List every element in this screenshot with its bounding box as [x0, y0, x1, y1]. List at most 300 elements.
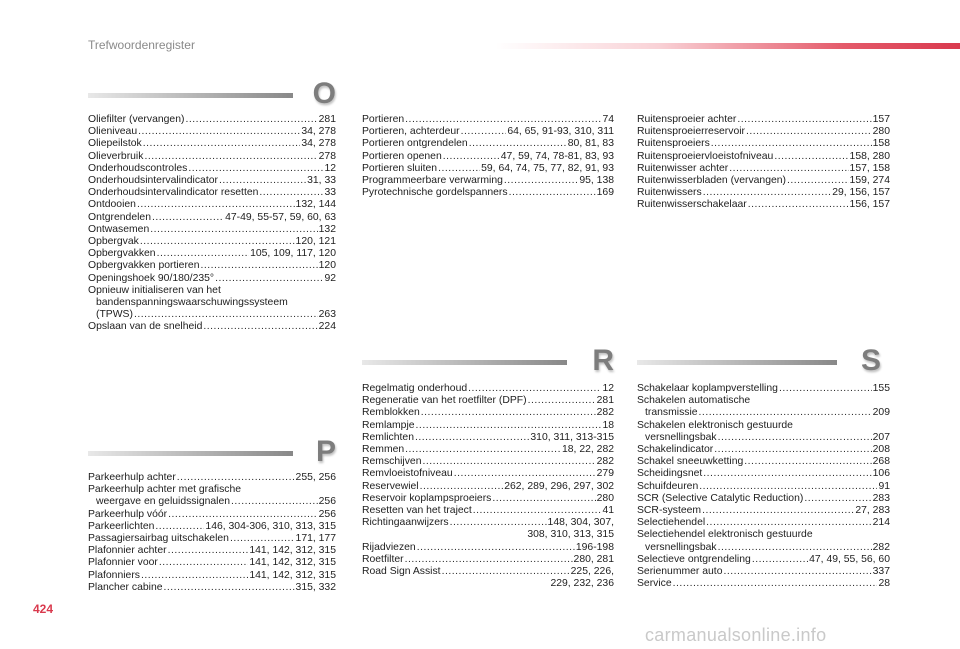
dot-leader	[422, 456, 595, 468]
index-entry	[637, 175, 890, 187]
index-entry-term: Richtingaanwijzers	[362, 517, 449, 529]
index-entry-pages: 255, 256	[295, 472, 336, 483]
index-entry	[637, 566, 890, 578]
index-list-o	[88, 114, 336, 334]
section-head-p	[88, 435, 336, 470]
index-entry	[637, 126, 890, 138]
index-entry-pages: 47, 59, 74, 78-81, 83, 93	[500, 150, 614, 162]
index-list-s	[637, 383, 890, 590]
index-entry-term: SCR-systeem	[637, 505, 702, 517]
index-entry-term: Ontdooien	[88, 199, 136, 211]
dot-leader	[137, 199, 295, 211]
section-divider	[88, 93, 293, 98]
section-letter-s: S	[860, 344, 881, 377]
index-entry	[88, 273, 336, 285]
index-entry-term: Ruitensproeiervloeistofniveau	[637, 150, 774, 162]
index-entry-pages: 214	[872, 517, 890, 529]
index-entry-pages: 283	[872, 492, 890, 504]
index-entry	[88, 175, 336, 187]
index-entry	[637, 554, 890, 566]
dot-leader	[746, 126, 872, 138]
section-divider	[362, 360, 567, 365]
index-entry	[362, 395, 614, 407]
index-entry	[88, 509, 336, 521]
index-entry-term: versnellingsbak	[645, 541, 717, 553]
index-entry	[637, 481, 890, 493]
dot-leader	[159, 557, 248, 569]
dot-leader	[134, 309, 318, 321]
index-entry-term: Opslaan van de snelheid	[88, 321, 203, 333]
dot-leader	[718, 432, 872, 444]
index-entry	[637, 493, 890, 505]
index-entry-pages: 256	[318, 496, 336, 508]
index-entry-term: Onderhoudsintervalindicator resetten	[88, 187, 259, 199]
index-entry-pages: 280, 281	[573, 553, 614, 565]
index-entry-pages: 256	[318, 508, 336, 520]
dot-leader	[454, 468, 596, 480]
dot-leader	[673, 578, 878, 590]
dot-leader	[469, 138, 567, 150]
index-entry	[362, 493, 614, 505]
dot-leader	[473, 505, 602, 517]
index-entry-pages: 59, 64, 74, 75, 77, 82, 91, 93	[481, 162, 614, 174]
index-entry-pages: 106	[872, 468, 890, 480]
index-entry	[88, 163, 336, 175]
section-letter-p: P	[315, 435, 336, 468]
dot-leader	[415, 432, 529, 444]
index-entry	[637, 199, 890, 211]
index-entry	[88, 533, 336, 545]
index-entry	[88, 521, 336, 533]
dot-leader	[711, 138, 872, 150]
index-entry-term: (TPWS)	[96, 309, 133, 321]
index-entry	[88, 570, 336, 582]
index-entry-term: Ruitensproeiers	[637, 138, 710, 150]
index-entry-term: Passagiersairbag uitschakelen	[88, 533, 229, 545]
index-list-r	[362, 383, 614, 590]
dot-leader	[219, 175, 306, 187]
dot-leader	[748, 199, 849, 211]
index-entry-pages: 281	[596, 395, 614, 407]
index-entry-pages: 148, 304, 307,	[547, 517, 614, 529]
index-entry-term: Serienummer auto	[637, 566, 723, 578]
index-entry-term: Remlampje	[362, 419, 415, 431]
index-entry-term: Portieren ontgrendelen	[362, 138, 468, 150]
index-entry-pages: 34, 278	[301, 138, 336, 150]
index-entry-pages: 280	[872, 126, 890, 138]
dot-leader	[177, 472, 295, 484]
index-entry-pages: 310, 311, 313-315	[530, 431, 614, 443]
dot-leader	[450, 517, 547, 529]
index-entry	[362, 432, 614, 444]
index-entry-pages: 281	[318, 114, 336, 125]
section-letter-o: O	[312, 77, 336, 110]
index-entry-term: Parkeerhulp vóór	[88, 508, 168, 520]
dot-leader	[804, 493, 871, 505]
dot-leader	[438, 163, 480, 175]
index-entry-pages: 12	[602, 383, 614, 394]
index-entry-term: Ruitenwisser achter	[637, 162, 729, 174]
index-entry-pages: 91	[878, 480, 890, 492]
dot-leader	[468, 383, 601, 395]
index-entry-term: Ruitenwisserbladen (vervangen)	[637, 175, 787, 187]
dot-leader	[706, 517, 871, 529]
index-entry-pages: 337	[872, 566, 890, 578]
index-entry	[362, 175, 614, 187]
index-entry	[88, 309, 336, 321]
index-entry	[88, 151, 336, 163]
index-entry-pages: 158, 280	[849, 150, 890, 162]
index-entry	[362, 151, 614, 163]
dot-leader	[744, 456, 871, 468]
index-entry-term: transmissie	[645, 407, 698, 419]
index-entry-label: Schakelen automatische	[637, 395, 751, 407]
index-entry	[637, 444, 890, 456]
index-entry-term: Reservoir koplampsproeiers	[362, 492, 492, 504]
dot-leader	[152, 212, 224, 224]
section-divider	[637, 360, 837, 365]
index-entry-term: Onderhoudsintervalindicator	[88, 175, 218, 187]
index-entry-pages: 159, 274	[849, 175, 890, 187]
index-entry	[362, 566, 614, 578]
index-entry-term: Remmen	[362, 444, 405, 456]
index-entry	[362, 138, 614, 150]
index-entry-term: Remvloeistofniveau	[362, 468, 453, 480]
dot-leader	[185, 114, 317, 126]
index-entry-pages: 169	[596, 187, 614, 199]
index-entry-pages: 47-49, 55-57, 59, 60, 63	[225, 211, 336, 223]
index-entry-pages: 196-198	[575, 541, 614, 553]
index-entry	[637, 505, 890, 517]
dot-leader	[528, 395, 596, 407]
dot-leader	[417, 542, 575, 554]
index-entry-pages: 141, 142, 312, 315	[249, 545, 336, 557]
dot-leader	[461, 126, 507, 138]
dot-leader	[164, 582, 295, 594]
index-entry	[88, 582, 336, 594]
index-entry-term: Scheidingsnet	[637, 468, 703, 480]
dot-leader	[141, 570, 248, 582]
index-entry	[88, 236, 336, 248]
index-entry-term: Regelmatig onderhoud	[362, 383, 468, 394]
section-divider	[88, 451, 293, 456]
dot-leader	[737, 114, 871, 126]
index-entry-pages: 28	[878, 578, 890, 590]
index-entry-pages: 157	[872, 114, 890, 125]
index-entry-term: Schakelaar koplampverstelling	[637, 383, 778, 394]
dot-leader	[504, 175, 578, 187]
index-entry-term: Schakel sneeuwketting	[637, 456, 744, 468]
index-entry	[88, 321, 336, 333]
dot-leader	[702, 505, 854, 517]
index-entry-term: Olieverbruik	[88, 150, 144, 162]
index-entry-pages: 279	[596, 468, 614, 480]
index-entry	[637, 407, 890, 419]
index-entry	[88, 126, 336, 138]
index-entry-pages: 282	[872, 541, 890, 553]
index-entry	[362, 420, 614, 432]
index-entry	[88, 187, 336, 199]
dot-leader	[492, 493, 595, 505]
index-entry-label: Opnieuw initialiseren van het	[88, 284, 221, 296]
dot-leader	[509, 187, 596, 199]
index-entry-term: Resetten van het traject	[362, 505, 472, 517]
index-entry-term: Service	[637, 578, 672, 590]
index-entry-term: Remblokken	[362, 407, 420, 419]
index-entry-term: Plafonniers	[88, 569, 140, 581]
index-entry-pages: 278	[318, 150, 336, 162]
dot-leader	[405, 114, 601, 126]
index-entry	[637, 163, 890, 175]
index-entry	[88, 114, 336, 126]
index-entry-term: Portieren	[362, 114, 405, 125]
dot-leader	[230, 533, 295, 545]
dot-leader	[699, 481, 877, 493]
index-entry-label: Schakelen elektronisch gestuurde	[637, 419, 793, 431]
dot-leader	[200, 260, 317, 272]
dot-leader	[714, 444, 871, 456]
index-entry-term: Onderhoudscontroles	[88, 162, 188, 174]
index-entry	[88, 224, 336, 236]
index-entry	[637, 151, 890, 163]
index-entry-term: Remlichten	[362, 431, 414, 443]
dot-leader	[215, 273, 323, 285]
index-entry	[362, 126, 614, 138]
index-entry-pages: 171, 177	[295, 533, 336, 545]
index-entry-pages: 18, 22, 282	[562, 444, 614, 456]
dot-leader	[443, 151, 500, 163]
index-list-r-continued	[637, 114, 890, 212]
index-entry-label: Parkeerhulp achter met grafische	[88, 484, 242, 496]
index-entry-pages: 12	[324, 162, 336, 174]
index-entry-term: Opbergvakken portieren	[88, 260, 200, 272]
index-entry-term: Road Sign Assist	[362, 566, 441, 578]
dot-leader	[699, 407, 872, 419]
index-entry-pages: 263	[318, 309, 336, 321]
dot-leader	[703, 468, 871, 480]
index-entry-pages: 209	[872, 407, 890, 419]
index-entry-pages: 34, 278	[301, 126, 336, 138]
dot-leader	[140, 236, 295, 248]
index-entry	[362, 187, 614, 199]
dot-leader	[203, 321, 317, 333]
index-entry-term: Selectiehendel	[637, 517, 706, 529]
index-entry	[362, 444, 614, 456]
index-entry-pages: 146, 304-306, 310, 313, 315	[205, 520, 336, 532]
index-entry	[88, 138, 336, 150]
index-entry	[362, 383, 614, 395]
index-entry-term: Plafonnier achter	[88, 545, 167, 557]
dot-leader	[168, 509, 318, 521]
index-entry-label: Selectiehendel elektronisch gestuurde	[637, 529, 813, 541]
index-entry	[362, 542, 614, 554]
dot-leader	[231, 496, 318, 508]
dot-leader	[144, 151, 317, 163]
index-entry-term: Ontgrendelen	[88, 211, 151, 223]
index-entry-term: Ruitensproeierreservoir	[637, 126, 745, 138]
index-entry-pages-continued: 229, 232, 236	[550, 578, 614, 590]
index-entry-term: Roetfilter	[362, 553, 404, 565]
dot-leader	[188, 163, 323, 175]
index-entry-pages: 105, 109, 117, 120	[250, 248, 336, 260]
index-entry	[637, 432, 890, 444]
index-entry-pages: 207	[872, 431, 890, 443]
index-list-p-continued	[362, 114, 614, 199]
section-head-s	[637, 344, 881, 379]
watermark: carmanualsonline.info	[645, 625, 827, 645]
index-entry-term: Oliepeilstok	[88, 138, 142, 150]
index-entry	[362, 114, 614, 126]
dot-leader	[157, 248, 250, 260]
index-entry-pages: 157, 158	[849, 162, 890, 174]
index-entry-pages: 64, 65, 91-93, 310, 311	[507, 126, 614, 138]
index-entry	[88, 260, 336, 272]
index-entry-term: Reservewiel	[362, 480, 419, 492]
index-entry	[88, 248, 336, 260]
index-entry-term: SCR (Selective Catalytic Reduction)	[637, 492, 804, 504]
index-entry-term: Selectieve ontgrendeling	[637, 553, 751, 565]
dot-leader	[718, 542, 872, 554]
index-entry-pages: 225, 226,	[570, 566, 614, 578]
index-entry-term: Plafonnier voor	[88, 557, 158, 569]
index-entry-pages: 33	[324, 187, 336, 199]
index-entry-term: weergave en geluidssignalen	[96, 496, 231, 508]
index-entry-term: Olieniveau	[88, 126, 138, 138]
index-entry-pages: 47, 49, 55, 56, 60	[809, 553, 890, 565]
index-entry	[88, 199, 336, 211]
index-entry-term: Opbergvak	[88, 236, 139, 248]
dot-leader	[442, 566, 570, 578]
index-entry-term: Ontwasemen	[88, 223, 150, 235]
index-entry	[637, 187, 890, 199]
index-entry-pages: 18	[602, 419, 614, 431]
index-entry-term: Portieren openen	[362, 150, 442, 162]
index-entry-pages: 41	[602, 505, 614, 517]
index-entry	[88, 472, 336, 484]
index-entry-term: Pyrotechnische gordelspanners	[362, 187, 508, 199]
section-head-o	[88, 77, 336, 112]
index-entry-term: Ruitensproeier achter	[637, 114, 737, 125]
section-head-r	[362, 344, 614, 379]
dot-leader	[143, 138, 301, 150]
index-entry-pages: 224	[318, 321, 336, 333]
dot-leader	[420, 481, 504, 493]
index-entry-term: Rijadviezen	[362, 541, 416, 553]
index-entry	[88, 496, 336, 508]
index-entry	[88, 212, 336, 224]
index-entry-term: Opbergvakken	[88, 248, 156, 260]
dot-leader	[405, 554, 573, 566]
index-entry-term: Programmeerbare verwarming	[362, 175, 503, 187]
index-entry-pages: 282	[596, 456, 614, 468]
index-entry-pages: 156, 157	[849, 199, 890, 211]
index-entry	[362, 163, 614, 175]
index-entry-pages: 120	[318, 260, 336, 272]
index-entry-term: Remschijven	[362, 456, 422, 468]
dot-leader	[416, 420, 602, 432]
dot-leader	[723, 566, 871, 578]
index-entry-term: Portieren, achterdeur	[362, 126, 460, 138]
index-entry-continuation: bandenspanningswaarschuwingssysteem	[96, 297, 288, 309]
index-entry-pages: 80, 81, 83	[567, 138, 614, 150]
index-entry	[637, 517, 890, 529]
index-entry-term: Portieren sluiten	[362, 162, 438, 174]
index-entry-pages: 158	[872, 138, 890, 150]
index-entry-pages: 282	[596, 407, 614, 419]
header-accent-bar	[495, 43, 960, 49]
index-entry-term: Schakelindicator	[637, 444, 714, 456]
index-entry-pages: 268	[872, 456, 890, 468]
index-entry	[362, 468, 614, 480]
index-entry	[637, 114, 890, 126]
index-entry-term: Plancher cabine	[88, 581, 163, 593]
index-entry	[362, 517, 614, 529]
dot-leader	[168, 545, 249, 557]
dot-leader	[774, 151, 848, 163]
index-entry	[362, 505, 614, 517]
page-header-title: Trefwoordenregister	[88, 38, 195, 52]
index-entry-pages: 141, 142, 312, 315	[249, 569, 336, 581]
index-entry-pages: 95, 138	[579, 175, 614, 187]
index-entry-term: Oliefilter (vervangen)	[88, 114, 185, 125]
index-entry-pages: 262, 289, 296, 297, 302	[504, 480, 614, 492]
dot-leader	[729, 163, 848, 175]
index-list-p	[88, 472, 336, 594]
index-entry	[362, 481, 614, 493]
dot-leader	[138, 126, 300, 138]
index-entry	[637, 542, 890, 554]
dot-leader	[150, 224, 317, 236]
dot-leader	[259, 187, 323, 199]
index-entry-pages: 31, 33	[307, 175, 336, 187]
index-entry-pages: 27, 283	[855, 505, 890, 517]
dot-leader	[787, 175, 849, 187]
index-entry-term: Ruitenwissers	[637, 187, 702, 199]
dot-leader	[155, 521, 204, 533]
index-entry-pages: 141, 142, 312, 315	[249, 557, 336, 569]
index-entry-term: Ruitenwisserschakelaar	[637, 199, 747, 211]
index-entry	[637, 456, 890, 468]
dot-leader	[405, 444, 561, 456]
index-entry	[88, 545, 336, 557]
index-entry-term: Parkeerlichten	[88, 520, 155, 532]
index-entry	[88, 557, 336, 569]
index-entry-term: Parkeerhulp achter	[88, 472, 176, 483]
section-letter-r: R	[592, 344, 614, 377]
index-entry-term: Schuifdeuren	[637, 480, 699, 492]
index-entry-pages: 315, 332	[295, 581, 336, 593]
index-entry-term: versnellingsbak	[645, 431, 717, 443]
index-entry-pages: 132, 144	[295, 199, 336, 211]
dot-leader	[779, 383, 872, 395]
dot-leader	[703, 187, 832, 199]
index-entry-pages: 155	[872, 383, 890, 394]
index-entry	[362, 407, 614, 419]
index-entry-pages: 132	[318, 223, 336, 235]
page-number: 424	[33, 602, 54, 616]
index-entry-pages-continued: 308, 310, 313, 315	[527, 529, 614, 541]
index-entry	[362, 456, 614, 468]
index-entry-pages: 74	[602, 114, 614, 125]
index-entry-term: Regeneratie van het roetfilter (DPF)	[362, 395, 527, 407]
index-entry	[362, 554, 614, 566]
dot-leader	[752, 554, 808, 566]
index-entry-term: Openingshoek 90/180/235°	[88, 272, 215, 284]
index-entry-pages: 92	[324, 272, 336, 284]
index-entry-pages: 29, 156, 157	[832, 187, 890, 199]
index-entry	[637, 383, 890, 395]
dot-leader	[421, 407, 596, 419]
